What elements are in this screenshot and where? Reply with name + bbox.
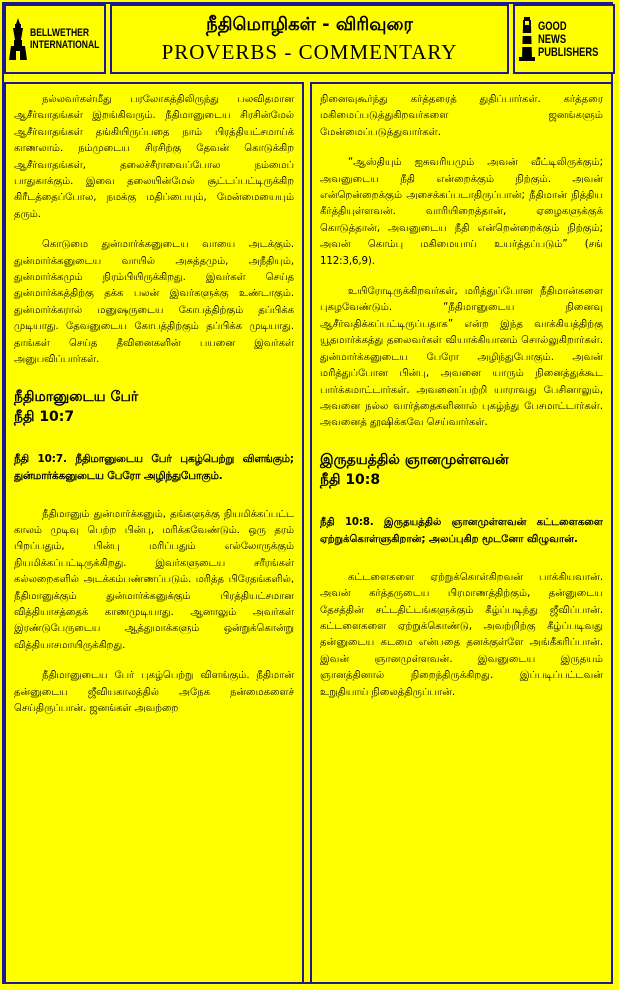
section-heading-proverbs-10-8: இருதயத்தில் ஞானமுள்ளவன் நீதி 10:8 [320, 451, 509, 488]
right-paragraph-1: நினைவுகூர்ந்து கர்த்தரைத் துதிப்பார்கள். கர்த்தரை மகிமைப்படுத்துகிறவர்களை ஜனங்களும் மேன்மைப்படுத்துவார்கள். [320, 94, 603, 138]
verse-proverbs-10-8: நீதி 10:8. இருதயத்தில் ஞானமுள்ளவன் கட்டளைகளை ஏற்றுக்கொள்ளுகிறான்; அலப்புகிற மூடனோ விழுவான். [320, 516, 603, 545]
section-heading-proverbs-10-7: நீதிமானுடைய பேர் நீதி 10:7 [14, 388, 139, 425]
good-news-logo-text: GOOD NEWS PUBLISHERS [537, 18, 598, 59]
lighthouse-icon [519, 17, 535, 61]
right-paragraph-2: “ஆஸ்தியும் ஐசுவரியமும் அவன் வீட்டிலிருக்கும்; அவனுடைய நீதி என்றைக்கும் நிற்கும். அவன் என்றென்றைக்கும் அசைக்கப்படாதிருப்பான்; நீதிமான் நித்திய கீர்த்தியுள்ளவன். வாரியிறைத்தான், ஏழைகளுக்குக் கொடுத்தான், அவனுடைய நீதி என்றென்றைக்கும் நிற்கும்; அவன் கொம்பு மகிமையாய் உயர்த்தப்படும்” (சங் 112:3,6,9). [320, 157, 603, 267]
title-english: PROVERBS - COMMENTARY [161, 40, 458, 64]
bellwether-logo [4, 4, 106, 74]
title-tamil: நீதிமொழிகள் - விரிவுரை [206, 14, 413, 35]
page-header [4, 4, 615, 78]
left-paragraph-3: நீதிமானும் துன்மார்க்கனும், தங்களுக்கு நியமிக்கப்பட்ட காலம் முடிவு பெற்ற பின்பு, மரிக்கவேண்டும். ஒரு தரம் பிறப்பதும், பின்பு மரிப்பதும் எல்லோருக்கும் நியமிக்கப்பட்டிருக்கிறது. இவர்களுடைய சரீரங்கள் கல்லறைகளில் அடக்கம்பண்ணப்படும். மரித்த பிரேதங்களில், நீதிமானுக்கும் துன்மார்க்கனுக்கும் பிரத்தியட்சமான வித்தியாசத்தைக் காணமுடியாது. ஆனாலும் அவர்கள் இரண்டுபேருடைய ஆத்துமாக்களும் ஒன்றுக்கொன்று வித்தியாசமாயிருக்கிறது. [14, 508, 294, 651]
bellwether-logo-text: BELLWETHER INTERNATIONAL [29, 27, 99, 51]
title-block [110, 4, 509, 74]
bell-tower-icon [9, 18, 27, 60]
right-paragraph-4: கட்டளைகளை ஏற்றுக்கொள்கிறவன் பாக்கியவான். அவன் கர்த்தருடைய பிரமாணத்திற்கும், தன்னுடைய தேசத்தின் சட்டதிட்டங்களுக்கும் கீழ்ப்படிந்து ஜீவிப்பான். கட்டளைகளை ஏற்றுக்கொண்டு, அவற்றிற்கு கீழ்ப்படிவது தன்னுடைய கடமை என்பதை தனக்குள்ளே அங்கீகரிப்பான். இவன் ஞானமுள்ளவன். இவனுடைய இருதயம் ஞானத்தினால் நிறைந்திருக்கிறது. இப்படிப்பட்டவன் உறுதியாய் நிலைத்திருப்பான். [320, 571, 603, 698]
right-column [310, 82, 613, 984]
left-paragraph-4: நீதிமானுடைய பேர் புகழ்பெற்று விளங்கும். நீதிமான் தன்னுடைய ஜீவியகாலத்தில் அநேக நன்மைகளைச் செய்திருப்பான். ஜனங்கள் அவற்றை [14, 670, 294, 714]
good-news-logo [513, 4, 615, 74]
right-paragraph-3: உயிரோடிருக்கிறவர்கள், மரித்துப்போன நீதிமான்களை புகழவேண்டும். “நீதிமானுடைய நினைவு ஆசீர்வதிக்கப்பட்டிருப்பதாக” என்ற இந்த வாக்கியத்திற்கு யூதமார்க்கத்து தலைவர்கள் வியாக்கியானம் சொல்லுகிறார்கள். துன்மார்க்கனுடைய பேரோ அழிந்துபோகும். அவன் மரித்துப்போன பின்பு, அவனை யாரும் நினைத்துக்கூட பார்க்கமாட்டார்கள். அவனைப்பற்றி யாராவது பேசினாலும், அவனை நல்ல வார்த்தைகளினால் புகழ்ந்து பேசமாட்டார்கள். அவனைத் தூஷிக்கவே செய்வார்கள். [320, 286, 603, 429]
left-paragraph-2: கொடுமை துன்மார்க்கனுடைய வாயை அடக்கும். துன்மார்க்கனுடைய வாயில் அசுத்தமும், அநீதியும், துன்மார்க்கமும் நிரம்பியிருக்கிறது. இவர்கள் செய்த துன்மார்க்கத்திற்கு தக்க பலன் இவர்களுக்கு உண்டாகும். துன்மார்க்கரால் மனுஷருடைய கோபத்திற்கும் தப்பிக்க முடியாது. தேவனுடைய கோபத்திற்கும் தப்பிக்க முடியாது. தாங்கள் செய்த தீவினைகளின் பயனை இவர்கள் அனுபவிப்பார்கள். [14, 239, 294, 366]
verse-proverbs-10-7: நீதி 10:7. நீதிமானுடைய பேர் புகழ்பெற்று விளங்கும்; துன்மார்க்கனுடைய பேரோ அழிந்துபோகும். [14, 452, 294, 482]
left-paragraph-1: நல்லவர்கள்மீது பரலோகத்திலிருந்து பலவிதமான ஆசீர்வாதங்கள் இறங்கிவரும். நீதிமானுடைய சிரசின்மேல் ஆசீர்வாதங்கள் தங்கியிருப்பதை நாம் பிரத்தியட்சமாய்க் காணலாம். நம்முடைய சிரசிற்கு தேவன் கொடுக்கிற ஆசீர்வாதங்கள், தலைச்சீராவைப்போல நம்மைப் பாதுகாக்கும். இவை தலையின்மேல் சூட்டப்பட்டிருக்கிற கிரீடத்தைப்போல, நமக்கு மதிப்பையும், மேன்மையையும் தரும். [14, 94, 294, 220]
left-column [4, 82, 304, 984]
